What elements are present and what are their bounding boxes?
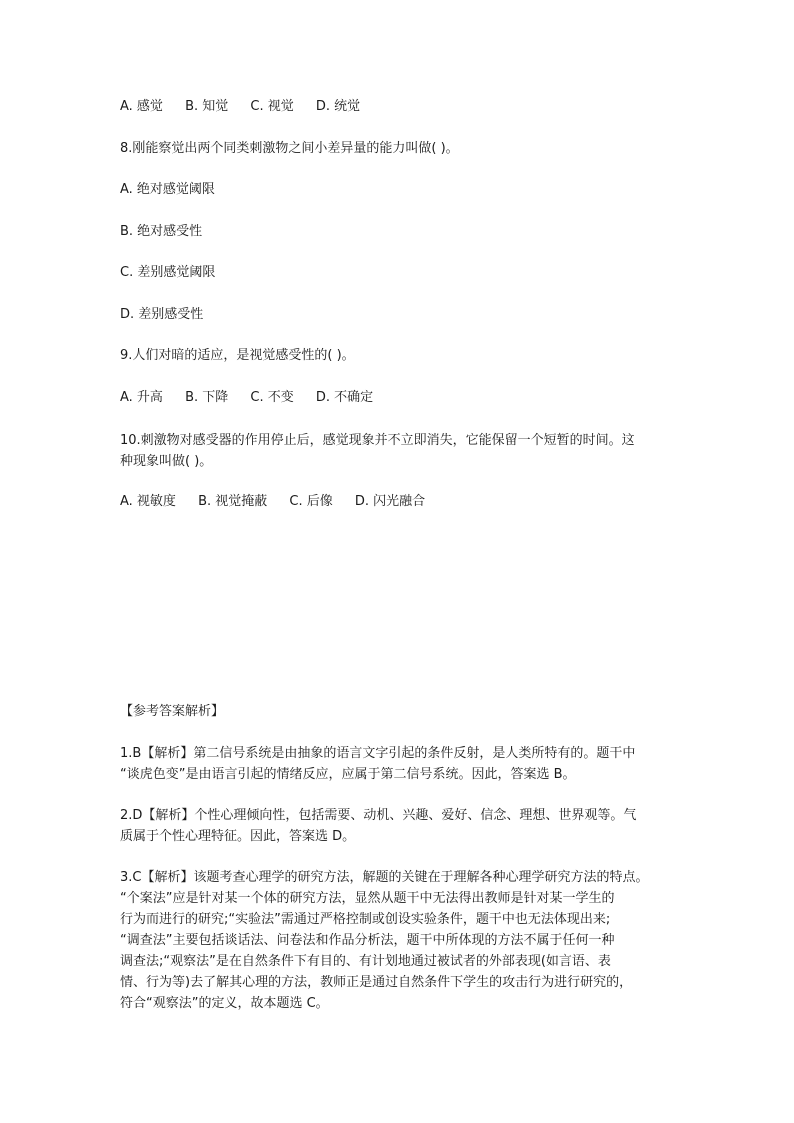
answer-2-line: 2.D【解析】个性心理倾向性，包括需要、动机、兴趣、爱好、信念、理想、世界观等。气 (120, 808, 637, 823)
answers-title: 【参考答案解析】 (120, 704, 225, 719)
q7-option-b: B. 知觉 (185, 99, 229, 114)
answer-3 (120, 867, 675, 1014)
answer-3-line: 情、行为等)去了解其心理的方法，教师正是通过自然条件下学生的攻击行为进行研究的， (120, 975, 633, 990)
q7-option-a: A. 感觉 (120, 99, 163, 114)
q10-option-d: D. 闪光融合 (354, 494, 426, 509)
q9-options (120, 388, 373, 408)
q8-option-c: C. 差别感觉阈限 (120, 265, 216, 280)
q7-option-c: C. 视觉 (250, 99, 294, 114)
q8-option-a: A. 绝对感觉阈限 (120, 182, 215, 197)
answer-3-line: “调查法”主要包括谈话法、问卷法和作品分析法，题干中所体现的方法不属于任何一种 (120, 933, 615, 948)
q9-option-b: B. 下降 (185, 390, 229, 405)
answer-3-line: “个案法”应是针对某一个体的研究方法，显然从题干中无法得出教师是针对某一学生的 (120, 891, 615, 906)
q10-stem-line: 10.刺激物对感受器的作用停止后，感觉现象并不立即消失，它能保留一个短暂的时间。这 (120, 433, 635, 448)
q10-stem-line: 种现象叫做( )。 (120, 454, 213, 469)
answer-2-line: 质属于个性心理特征。因此，答案选 D。 (120, 829, 356, 844)
answer-3-line: 3.C【解析】该题考查心理学的研究方法，解题的关键在于理解各种心理学研究方法的特点。 (120, 870, 649, 885)
q8-option-b: B. 绝对感受性 (120, 224, 203, 239)
q8-stem: 8.刚能察觉出两个同类刺激物之间小差异量的能力叫做( )。 (120, 141, 459, 156)
q9-option-d: D. 不确定 (315, 390, 374, 405)
q10-options (120, 492, 425, 512)
q10-option-c: C. 后像 (289, 494, 333, 509)
answer-1-line: 1.B【解析】第二信号系统是由抽象的语言文字引起的条件反射，是人类所特有的。题干中 (120, 746, 636, 761)
q9-stem: 9.人们对暗的适应，是视觉感受性的( )。 (120, 348, 355, 363)
answer-1 (120, 743, 675, 785)
q7-option-d: D. 统觉 (315, 99, 361, 114)
answer-1-line: “谈虎色变”是由语言引起的情绪反应，应属于第二信号系统。因此，答案选 B。 (120, 767, 576, 782)
q8-option-d: D. 差别感受性 (120, 307, 204, 322)
answer-3-line: 调查法;“观察法”是在自然条件下有目的、有计划地通过被试者的外部表现(如言语、表 (120, 954, 611, 969)
q10-option-b: B. 视觉掩蔽 (198, 494, 268, 509)
q9-option-c: C. 不变 (250, 390, 294, 405)
q7-options (120, 97, 360, 117)
answer-3-line: 行为而进行的研究;“实验法”需通过严格控制或创设实验条件，题干中也无法体现出来; (120, 912, 611, 927)
q9-option-a: A. 升高 (120, 390, 163, 405)
q10-stem (120, 430, 675, 472)
answer-2 (120, 805, 675, 847)
answer-3-line: 符合“观察法”的定义，故本题选 C。 (120, 996, 329, 1011)
q10-option-a: A. 视敏度 (120, 494, 176, 509)
